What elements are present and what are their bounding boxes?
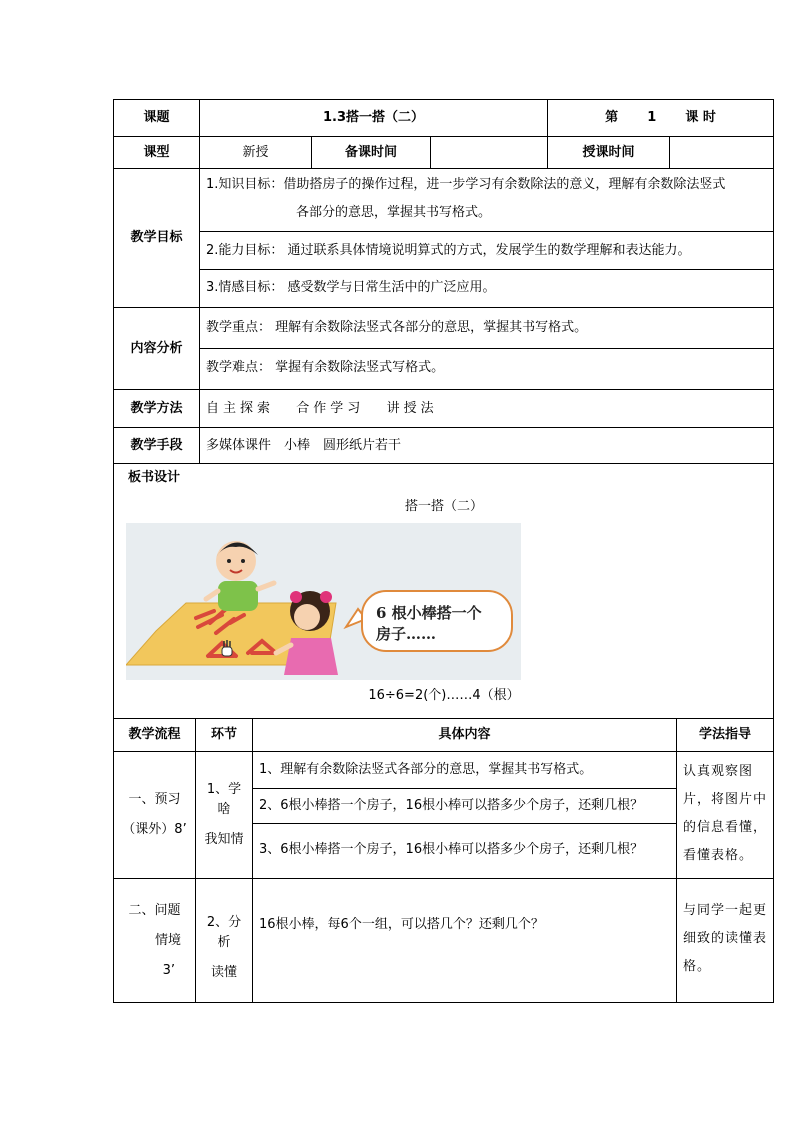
preview-item-2: 2、6根小棒搭一个房子，16根小棒可以搭多少个房子，还剩几根？ xyxy=(253,789,676,824)
flow-header-stage: 教学流程 xyxy=(114,719,196,752)
stage-problem-line2: 情境 xyxy=(154,933,181,948)
topic-label: 课题 xyxy=(114,100,200,137)
board-equation: 16÷6=2(个)……4（根） xyxy=(368,688,520,703)
lesson-plan-sheet xyxy=(113,99,773,1003)
prep-time-label: 备课时间 xyxy=(312,137,431,169)
step-preview-line2: 我知情 xyxy=(204,832,244,847)
analysis-cell xyxy=(200,308,774,390)
objective-knowledge-line1: 1.知识目标：借助搭房子的操作过程，进一步学习有余数除法的意义，理解有余数除法竖式 xyxy=(206,177,726,192)
period-cell xyxy=(548,100,774,137)
step-problem-line2: 读懂 xyxy=(210,965,237,980)
speech-bubble xyxy=(346,591,512,651)
bubble-line2: 房子…… xyxy=(376,625,437,643)
method-explore: 自主探索 xyxy=(206,400,275,416)
type-label: 课型 xyxy=(114,137,200,169)
period-suffix: 课 时 xyxy=(685,110,716,125)
period-prefix: 第 xyxy=(605,110,619,125)
board-design-cell xyxy=(114,464,774,719)
stage-problem-line1: 二、问题 xyxy=(128,903,181,918)
step-problem-line1: 2、分析 xyxy=(206,915,242,950)
objective-emotion: 3.情感目标： 感受数学与日常生活中的广泛应用。 xyxy=(206,280,496,295)
topic-value: 1.3搭一搭（二） xyxy=(200,100,548,137)
objective-knowledge-line2: 各部分的意思，掌握其书写格式。 xyxy=(296,205,492,220)
prep-time-value xyxy=(431,137,548,169)
flow-guide-problem: 与同学一起更细致的读懂表格。 xyxy=(677,879,774,1003)
objectives-cell xyxy=(200,169,774,308)
flow-row-problem xyxy=(114,879,774,1003)
step-preview-line1: 1、学啥 xyxy=(206,782,242,817)
method-lecture: 讲授法 xyxy=(386,400,438,416)
teach-time-value xyxy=(670,137,774,169)
means-value: 多媒体课件 小棒 圆形纸片若干 xyxy=(200,428,774,464)
teach-time-label: 授课时间 xyxy=(548,137,670,169)
analysis-label: 内容分析 xyxy=(114,308,200,390)
teaching-flow-table xyxy=(113,718,774,1003)
methods-cell xyxy=(200,390,774,428)
objectives-label: 教学目标 xyxy=(114,169,200,308)
stage-preview-line2: （课外）8’ xyxy=(122,822,187,837)
means-label: 教学手段 xyxy=(114,428,200,464)
flow-row-preview xyxy=(114,752,774,879)
period-number: 1 xyxy=(647,110,657,125)
flow-stage-problem xyxy=(114,879,196,1003)
stick-house-illustration xyxy=(126,523,521,680)
stage-preview-line1: 一、预习 xyxy=(128,792,181,807)
preview-item-1: 1、理解有余数除法竖式各部分的意思，掌握其书写格式。 xyxy=(253,752,676,789)
flow-header-content: 具体内容 xyxy=(253,719,677,752)
flow-header-guide: 学法指导 xyxy=(677,719,774,752)
objective-ability: 2.能力目标： 通过联系具体情境说明算式的方式，发展学生的数学理解和表达能力。 xyxy=(200,232,773,270)
type-value: 新授 xyxy=(200,137,312,169)
bubble-line1: 6 根小棒搭一个 xyxy=(376,604,482,622)
flow-guide-preview: 认真观察图片，将图片中的信息看懂，看懂表格。 xyxy=(677,752,774,879)
flow-content-preview xyxy=(253,752,677,879)
stage-problem-line3: 3’ xyxy=(162,963,175,978)
flow-header-step: 环节 xyxy=(196,719,253,752)
analysis-key-point: 教学重点： 理解有余数除法竖式各部分的意思，掌握其书写格式。 xyxy=(200,308,773,349)
methods-label: 教学方法 xyxy=(114,390,200,428)
flow-step-problem xyxy=(196,879,253,1003)
flow-step-preview xyxy=(196,752,253,879)
hand-pointer-icon xyxy=(222,640,232,656)
flow-stage-preview xyxy=(114,752,196,879)
board-title: 搭一搭（二） xyxy=(404,499,483,514)
lesson-info-table xyxy=(113,99,774,719)
method-cooperate: 合作学习 xyxy=(296,400,365,416)
flow-content-problem: 16根小棒，每6个一组，可以搭几个？还剩几个？ xyxy=(253,879,677,1003)
board-design-label: 板书设计 xyxy=(128,470,181,485)
preview-item-3: 3、6根小棒搭一个房子，16根小棒可以搭多少个房子，还剩几根？ xyxy=(259,842,644,857)
analysis-difficulty: 教学难点： 掌握有余数除法竖式写格式。 xyxy=(206,360,445,375)
